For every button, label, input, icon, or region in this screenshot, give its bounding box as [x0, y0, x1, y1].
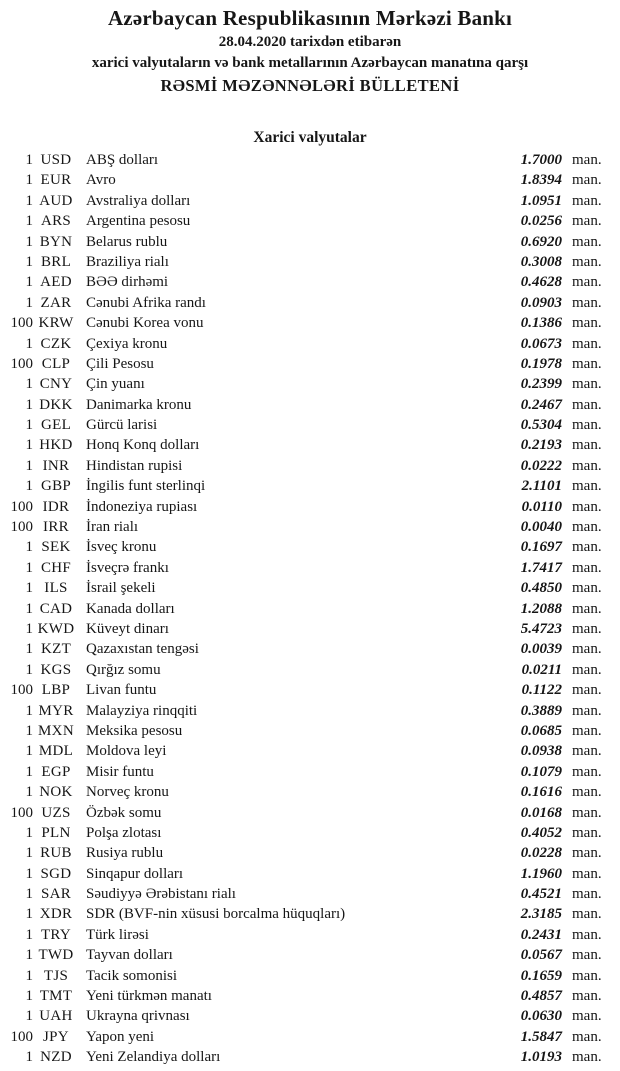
table-row: [5, 639, 606, 659]
unit-cell: man.: [572, 886, 602, 903]
quantity-cell: 1: [25, 865, 33, 882]
currency-code-cell: AUD: [39, 192, 73, 209]
currency-name-cell: Yeni Zelandiya dolları: [86, 1049, 221, 1066]
quantity-cell: 1: [25, 233, 33, 250]
currency-name-cell: Norveç kronu: [86, 784, 169, 801]
currency-name-cell: Rusiya rublu: [86, 845, 164, 862]
currency-code-cell: ZAR: [40, 294, 72, 311]
unit-cell: man.: [572, 335, 602, 352]
quantity-cell: 1: [25, 988, 33, 1005]
table-row: [5, 741, 606, 761]
currency-name-cell: Türk lirəsi: [86, 926, 149, 943]
table-row: [5, 823, 606, 843]
currency-name-cell: Malayziya rinqqiti: [86, 702, 198, 719]
unit-cell: man.: [572, 1049, 602, 1066]
rate-cell: 0.0938: [520, 743, 562, 760]
currency-code-cell: IRR: [43, 519, 69, 536]
table-row: [5, 578, 606, 598]
unit-cell: man.: [572, 926, 602, 943]
unit-cell: man.: [572, 865, 602, 882]
table-row: [5, 537, 606, 557]
table-row: [5, 517, 606, 537]
rate-cell: 0.1697: [520, 539, 562, 556]
rate-cell: 0.1659: [520, 967, 562, 984]
unit-cell: man.: [572, 722, 602, 739]
exchange-rates-table: [0, 150, 620, 1068]
rate-cell: 1.7417: [520, 559, 562, 576]
quantity-cell: 1: [25, 437, 33, 454]
table-row: [5, 782, 606, 802]
currency-name-cell: Sinqapur dolları: [86, 865, 184, 882]
quantity-cell: 1: [25, 376, 33, 393]
bulletin-title: RƏSMİ MƏZƏNNƏLƏRİ BÜLLETENİ: [160, 76, 460, 95]
rate-cell: 1.0951: [520, 192, 562, 209]
unit-cell: man.: [572, 417, 602, 434]
table-row: [5, 925, 606, 945]
quantity-cell: 1: [25, 192, 33, 209]
rate-cell: 0.1616: [520, 784, 562, 801]
unit-cell: man.: [572, 580, 602, 597]
quantity-cell: 1: [25, 641, 33, 658]
currency-code-cell: HKD: [39, 437, 73, 454]
currency-code-cell: DKK: [39, 396, 73, 413]
quantity-cell: 1: [25, 478, 33, 495]
currency-code-cell: KRW: [38, 315, 74, 332]
table-row: [5, 374, 606, 394]
currency-name-cell: Qazaxıstan tengəsi: [86, 641, 199, 658]
bulletin-header: [0, 5, 620, 97]
quantity-cell: 100: [10, 519, 33, 536]
currency-code-cell: XDR: [39, 906, 73, 923]
currency-code-cell: TMT: [39, 988, 73, 1005]
currency-name-cell: Səudiyyə Ərəbistanı rialı: [86, 886, 236, 903]
currency-code-cell: SGD: [40, 865, 72, 882]
rate-cell: 0.0567: [520, 947, 562, 964]
currency-name-cell: Moldova leyi: [86, 743, 167, 760]
quantity-cell: 1: [25, 396, 33, 413]
currency-code-cell: IDR: [42, 498, 70, 515]
unit-cell: man.: [572, 519, 602, 536]
currency-name-cell: Hindistan rupisi: [86, 457, 183, 474]
currency-name-cell: Belarus rublu: [86, 233, 168, 250]
currency-name-cell: Livan funtu: [86, 682, 157, 699]
table-row: [5, 680, 606, 700]
currency-name-cell: BƏƏ dirhəmi: [86, 274, 169, 291]
currency-name-cell: Argentina pesosu: [86, 213, 191, 230]
unit-cell: man.: [572, 702, 602, 719]
unit-cell: man.: [572, 213, 602, 230]
rate-cell: 1.1960: [520, 865, 562, 882]
unit-cell: man.: [572, 478, 602, 495]
quantity-cell: 1: [25, 926, 33, 943]
unit-cell: man.: [572, 559, 602, 576]
rate-cell: 0.4857: [520, 988, 562, 1005]
rate-cell: 0.0039: [520, 641, 562, 658]
table-row: [5, 864, 606, 884]
table-row: [5, 619, 606, 639]
rate-cell: 2.3185: [520, 906, 562, 923]
rate-cell: 0.0673: [520, 335, 562, 352]
quantity-cell: 1: [25, 702, 33, 719]
unit-cell: man.: [572, 947, 602, 964]
currency-code-cell: GBP: [40, 478, 72, 495]
rate-cell: 0.1978: [520, 355, 562, 372]
quantity-cell: 100: [10, 355, 33, 372]
currency-name-cell: Tacik somonisi: [86, 967, 178, 984]
currency-code-cell: MDL: [38, 743, 74, 760]
currency-name-cell: Avstraliya dolları: [86, 192, 191, 209]
currency-name-cell: Yeni türkmən manatı: [86, 988, 212, 1005]
currency-name-cell: Çexiya kronu: [86, 335, 168, 352]
currency-code-cell: KWD: [37, 620, 75, 637]
unit-cell: man.: [572, 906, 602, 923]
unit-cell: man.: [572, 682, 602, 699]
unit-cell: man.: [572, 172, 602, 189]
table-row: [5, 1006, 606, 1026]
bank-name-title: Azərbaycan Respublikasının Mərkəzi Bankı: [107, 6, 513, 30]
currency-name-cell: SDR (BVF-nin xüsusi borcalma hüquqları): [86, 906, 346, 923]
unit-cell: man.: [572, 661, 602, 678]
currency-code-cell: CLP: [41, 355, 71, 372]
rate-cell: 0.0685: [520, 722, 562, 739]
unit-cell: man.: [572, 152, 602, 168]
currency-name-cell: Misir funtu: [86, 763, 154, 780]
table-row: [5, 272, 606, 292]
currency-code-cell: SEK: [41, 539, 71, 556]
rate-cell: 0.0630: [520, 1008, 562, 1025]
quantity-cell: 100: [10, 315, 33, 332]
currency-code-cell: MXN: [38, 722, 74, 739]
currency-code-cell: ILS: [44, 580, 68, 597]
currency-name-cell: Meksika pesosu: [86, 722, 183, 739]
rate-cell: 0.5304: [520, 417, 562, 434]
rate-cell: 0.4850: [520, 580, 562, 597]
currency-code-cell: GEL: [40, 417, 72, 434]
quantity-cell: 1: [25, 763, 33, 780]
quantity-cell: 1: [25, 784, 33, 801]
quantity-cell: 1: [25, 600, 33, 617]
currency-name-cell: Özbək somu: [86, 804, 162, 821]
quantity-cell: 1: [25, 274, 33, 291]
rate-cell: 1.7000: [520, 152, 562, 168]
currency-code-cell: BYN: [39, 233, 73, 250]
quantity-cell: 1: [25, 661, 33, 678]
table-row: [5, 170, 606, 190]
bulletin-page: [0, 5, 620, 1071]
table-row: [5, 191, 606, 211]
unit-cell: man.: [572, 620, 602, 637]
quantity-cell: 1: [25, 722, 33, 739]
currency-code-cell: BRL: [40, 253, 72, 270]
quantity-cell: 1: [25, 294, 33, 311]
quantity-cell: 1: [25, 967, 33, 984]
table-row: [5, 456, 606, 476]
currency-code-cell: SAR: [40, 886, 72, 903]
currency-code-cell: PLN: [41, 824, 71, 841]
quantity-cell: 1: [25, 213, 33, 230]
quantity-cell: 1: [25, 253, 33, 270]
currency-code-cell: KZT: [40, 641, 72, 658]
rate-cell: 0.1122: [521, 682, 562, 699]
table-row: [5, 415, 606, 435]
table-row: [5, 884, 606, 904]
rate-cell: 0.4052: [520, 824, 562, 841]
quantity-cell: 1: [25, 824, 33, 841]
currency-name-cell: Ukrayna qrivnası: [86, 1008, 190, 1025]
quantity-cell: 1: [25, 580, 33, 597]
table-row: [5, 150, 606, 170]
currency-name-cell: İsrail şekeli: [86, 580, 156, 597]
currency-code-cell: EUR: [40, 172, 72, 189]
currency-name-cell: Kanada dolları: [86, 600, 175, 617]
unit-cell: man.: [572, 743, 602, 760]
table-row: [5, 211, 606, 231]
table-row: [5, 252, 606, 272]
table-row: [5, 476, 606, 496]
rate-cell: 0.0040: [520, 519, 562, 536]
table-row: [5, 354, 606, 374]
subject-line: xarici valyutaların və bank metallarının Azərbaycan manatına qarşı: [91, 55, 529, 71]
table-row: [5, 721, 606, 741]
table-row: [5, 966, 606, 986]
quantity-cell: 100: [10, 682, 33, 699]
currency-name-cell: Çin yuanı: [86, 376, 145, 393]
currency-code-cell: KGS: [40, 661, 72, 678]
unit-cell: man.: [572, 641, 602, 658]
currency-code-cell: NOK: [39, 784, 73, 801]
quantity-cell: 1: [25, 152, 33, 168]
rate-cell: 0.4521: [520, 886, 562, 903]
currency-code-cell: CZK: [40, 335, 72, 352]
table-row: [5, 904, 606, 924]
quantity-cell: 1: [25, 906, 33, 923]
currency-name-cell: Avro: [86, 172, 116, 189]
currency-name-cell: Yapon yeni: [86, 1028, 155, 1045]
quantity-cell: 1: [25, 1008, 33, 1025]
unit-cell: man.: [572, 1028, 602, 1045]
quantity-cell: 1: [25, 743, 33, 760]
unit-cell: man.: [572, 396, 602, 413]
currency-name-cell: İsveçrə frankı: [86, 559, 169, 576]
rate-cell: 0.0903: [520, 294, 562, 311]
currency-name-cell: Çili Pesosu: [86, 355, 154, 372]
unit-cell: man.: [572, 294, 602, 311]
currency-name-cell: İngilis funt sterlinqi: [86, 478, 206, 495]
rate-cell: 0.0168: [520, 804, 562, 821]
currency-name-cell: ABŞ dolları: [86, 152, 159, 168]
unit-cell: man.: [572, 1008, 602, 1025]
currency-name-cell: İsveç kronu: [86, 539, 157, 556]
rate-cell: 0.1079: [520, 763, 562, 780]
currency-name-cell: Polşa zlotası: [86, 824, 162, 841]
table-row: [5, 660, 606, 680]
rate-cell: 0.4628: [520, 274, 562, 291]
rate-cell: 0.2467: [520, 396, 562, 413]
rate-cell: 1.5847: [520, 1028, 562, 1045]
currency-name-cell: Cənubi Korea vonu: [86, 315, 204, 332]
currency-code-cell: UZS: [41, 804, 71, 821]
quantity-cell: 1: [25, 886, 33, 903]
currency-code-cell: CAD: [39, 600, 73, 617]
currency-code-cell: INR: [42, 457, 70, 474]
quantity-cell: 1: [25, 845, 33, 862]
table-row: [5, 232, 606, 252]
unit-cell: man.: [572, 192, 602, 209]
quantity-cell: 1: [25, 457, 33, 474]
quantity-cell: 100: [10, 1028, 33, 1045]
unit-cell: man.: [572, 315, 602, 332]
table-row: [5, 558, 606, 578]
currency-name-cell: İran rialı: [86, 519, 139, 536]
table-row: [5, 945, 606, 965]
currency-code-cell: MYR: [38, 702, 74, 719]
currency-name-cell: İndoneziya rupiası: [86, 498, 198, 515]
currency-name-cell: Gürcü larisi: [86, 417, 158, 434]
currency-code-cell: NZD: [40, 1049, 72, 1066]
currency-code-cell: TRY: [40, 926, 72, 943]
rate-cell: 0.3889: [520, 702, 562, 719]
table-row: [5, 803, 606, 823]
currency-code-cell: UAH: [39, 1008, 73, 1025]
table-row: [5, 986, 606, 1006]
quantity-cell: 1: [25, 947, 33, 964]
table-row: [5, 497, 606, 517]
unit-cell: man.: [572, 763, 602, 780]
rate-cell: 0.3008: [520, 253, 562, 270]
table-row: [5, 1047, 606, 1067]
unit-cell: man.: [572, 437, 602, 454]
quantity-cell: 1: [25, 335, 33, 352]
unit-cell: man.: [572, 784, 602, 801]
rate-cell: 1.2088: [520, 600, 562, 617]
unit-cell: man.: [572, 539, 602, 556]
unit-cell: man.: [572, 967, 602, 984]
table-row: [5, 1027, 606, 1047]
table-row: [5, 435, 606, 455]
quantity-cell: 1: [25, 417, 33, 434]
effective-date-line: 28.04.2020 tarixdən etibarən: [218, 34, 402, 50]
quantity-cell: 1: [25, 1049, 33, 1066]
currency-name-cell: Danimarka kronu: [86, 396, 192, 413]
rate-cell: 0.0211: [521, 661, 562, 678]
currency-code-cell: AED: [40, 274, 72, 291]
rate-cell: 0.2193: [520, 437, 562, 454]
rate-cell: 1.8394: [520, 172, 562, 189]
quantity-cell: 1: [25, 620, 33, 637]
table-row: [5, 701, 606, 721]
table-row: [5, 293, 606, 313]
currency-code-cell: JPY: [43, 1028, 69, 1045]
currency-code-cell: TJS: [43, 967, 69, 984]
unit-cell: man.: [572, 824, 602, 841]
table-row: [5, 334, 606, 354]
section-title-foreign-currencies: Xarici valyutalar: [253, 129, 367, 146]
unit-cell: man.: [572, 274, 602, 291]
rate-cell: 5.4723: [520, 620, 562, 637]
currency-name-cell: Qırğız somu: [86, 661, 161, 678]
rate-cell: 0.2431: [520, 926, 562, 943]
unit-cell: man.: [572, 376, 602, 393]
table-row: [5, 599, 606, 619]
quantity-cell: 1: [25, 539, 33, 556]
quantity-cell: 1: [25, 172, 33, 189]
unit-cell: man.: [572, 988, 602, 1005]
quantity-cell: 1: [25, 559, 33, 576]
currency-code-cell: EGP: [41, 763, 71, 780]
currency-code-cell: CNY: [39, 376, 73, 393]
currency-code-cell: LBP: [41, 682, 71, 699]
table-row: [5, 395, 606, 415]
currency-name-cell: Küveyt dinarı: [86, 620, 169, 637]
rate-cell: 0.2399: [520, 376, 562, 393]
table-row: [5, 843, 606, 863]
unit-cell: man.: [572, 845, 602, 862]
currency-code-cell: USD: [40, 152, 72, 168]
currency-name-cell: Braziliya rialı: [86, 253, 169, 270]
currency-code-cell: TWD: [38, 947, 74, 964]
currency-code-cell: CHF: [40, 559, 72, 576]
rate-cell: 0.0228: [520, 845, 562, 862]
currency-code-cell: RUB: [40, 845, 72, 862]
currency-code-cell: ARS: [40, 213, 72, 230]
rate-cell: 2.1101: [521, 478, 562, 495]
rate-cell: 0.6920: [520, 233, 562, 250]
unit-cell: man.: [572, 457, 602, 474]
table-row: [5, 313, 606, 333]
unit-cell: man.: [572, 233, 602, 250]
unit-cell: man.: [572, 253, 602, 270]
unit-cell: man.: [572, 600, 602, 617]
rate-cell: 0.0222: [520, 457, 562, 474]
currency-name-cell: Cənubi Afrika randı: [86, 294, 206, 311]
unit-cell: man.: [572, 498, 602, 515]
rate-cell: 0.0256: [520, 213, 562, 230]
unit-cell: man.: [572, 355, 602, 372]
quantity-cell: 100: [10, 498, 33, 515]
unit-cell: man.: [572, 804, 602, 821]
currency-name-cell: Honq Konq dolları: [86, 437, 200, 454]
rate-cell: 0.0110: [521, 498, 562, 515]
rate-cell: 0.1386: [520, 315, 562, 332]
quantity-cell: 100: [10, 804, 33, 821]
currency-name-cell: Tayvan dolları: [86, 947, 173, 964]
rate-cell: 1.0193: [520, 1049, 562, 1066]
table-row: [5, 762, 606, 782]
